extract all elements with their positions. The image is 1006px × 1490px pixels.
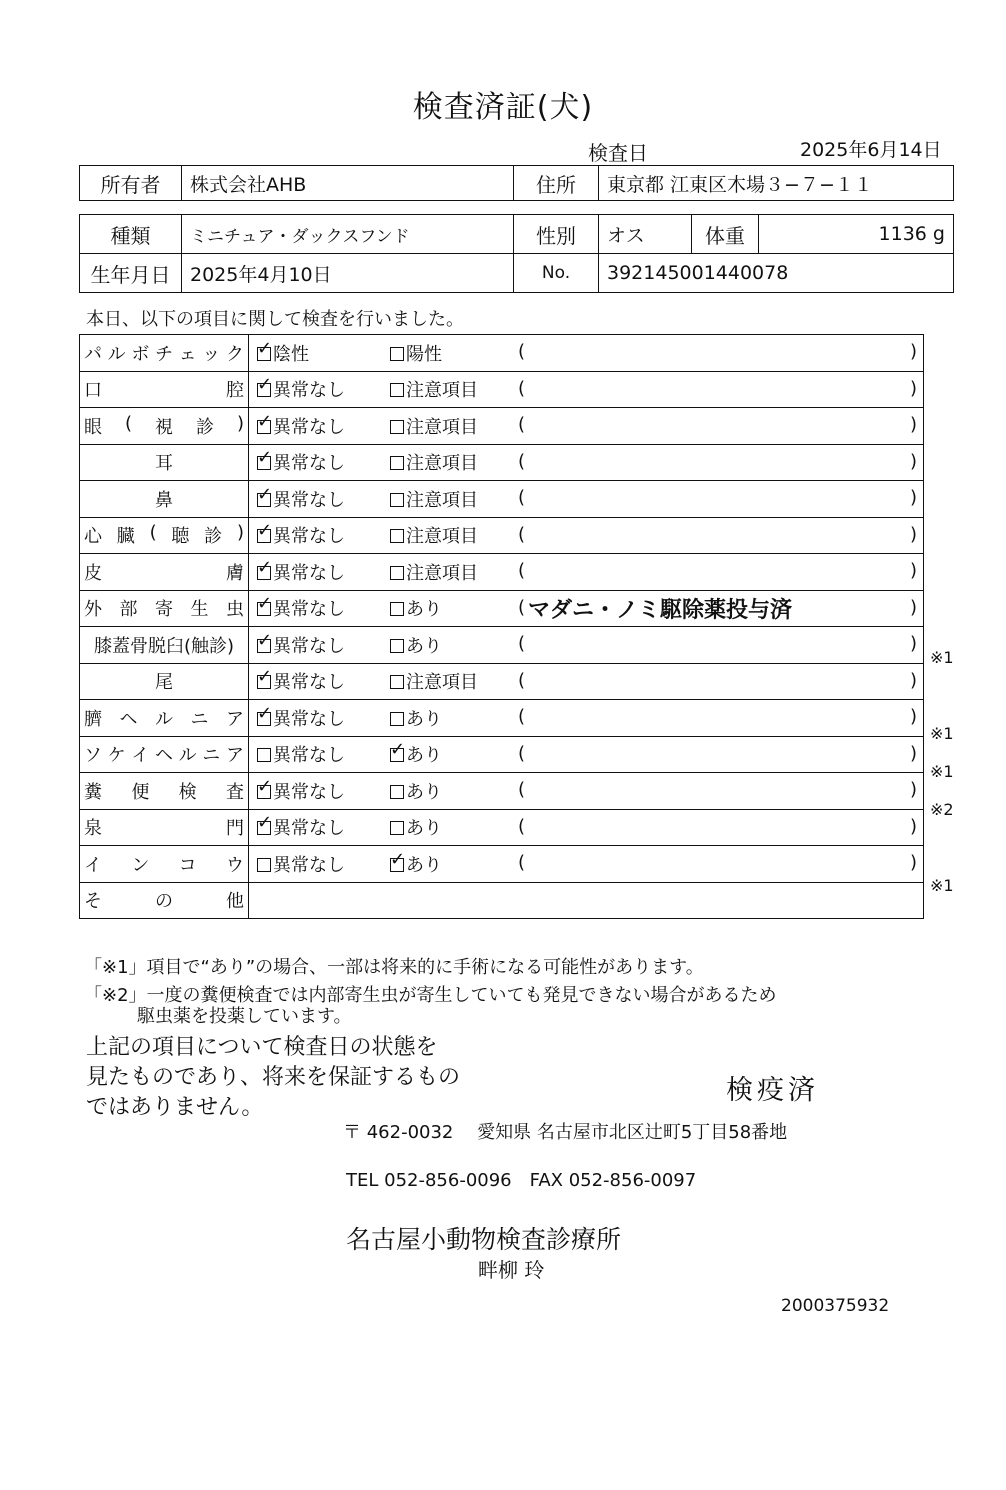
paren-close: ) xyxy=(909,523,917,545)
checkbox-icon xyxy=(390,848,406,872)
checkmark-icon: ✓ xyxy=(257,483,273,505)
option-abnormal xyxy=(386,444,514,481)
item-name xyxy=(80,773,249,810)
no-value: 392145001440078 xyxy=(599,254,954,293)
inspection-row xyxy=(80,371,924,408)
paren-close: ) xyxy=(909,341,917,362)
item-name-char: 診 xyxy=(204,526,223,548)
clinic-phone-fax: TEL 052-856-0096 FAX 052-856-0097 xyxy=(346,1170,697,1191)
item-name-char: ボ xyxy=(131,343,150,365)
reference-mark: ※1 xyxy=(930,876,954,896)
footnote-1: 「※1」項目で“あり”の場合、一部は将来的に手術になる可能性があります。 xyxy=(84,957,704,978)
option-label: 陽性 xyxy=(406,343,442,365)
paren-open: ( xyxy=(518,706,526,727)
paren-open: ( xyxy=(518,852,526,873)
paren-open: ( xyxy=(518,815,526,837)
option-normal xyxy=(249,663,387,700)
item-name-char: 査 xyxy=(225,781,244,803)
option-label: あり xyxy=(406,781,442,803)
inspection-row xyxy=(80,700,924,737)
item-name xyxy=(80,408,249,445)
checkbox-icon xyxy=(257,775,273,799)
paren-close: ) xyxy=(909,633,917,654)
address-label: 住所 xyxy=(514,166,599,201)
item-note xyxy=(514,408,924,445)
option-abnormal xyxy=(386,554,514,591)
item-name-char: パ xyxy=(84,343,102,365)
item-name-char: ニ xyxy=(190,708,209,730)
checkmark-icon: ✓ xyxy=(257,812,273,834)
checkbox-icon xyxy=(390,347,404,361)
item-note xyxy=(514,773,924,810)
item-name-char: 便 xyxy=(131,781,150,803)
animal-table xyxy=(79,214,954,293)
disclaimer-line: ではありません。 xyxy=(86,1095,264,1120)
item-name xyxy=(80,663,249,700)
option-abnormal xyxy=(386,773,514,810)
paren-open: ( xyxy=(518,596,526,618)
checkbox-icon xyxy=(257,374,273,397)
checkbox-icon xyxy=(390,602,404,616)
intro-text: 本日、以下の項目に関して検査を行いました。 xyxy=(86,309,464,330)
checkmark-icon: ✓ xyxy=(390,848,406,870)
inspection-row xyxy=(80,590,924,627)
option-label: 注意項目 xyxy=(406,562,478,584)
option-abnormal xyxy=(386,517,514,554)
item-name-char: 腔 xyxy=(226,380,244,402)
checkbox-icon xyxy=(257,666,273,689)
checkbox-icon xyxy=(257,337,273,361)
item-note xyxy=(514,554,924,591)
paren-open: ( xyxy=(518,779,526,800)
disclaimer-line: 上記の項目について検査日の状態を xyxy=(86,1035,438,1060)
reference-mark: ※1 xyxy=(930,724,954,743)
paren-open: ( xyxy=(518,487,526,508)
option-label: 異常なし xyxy=(273,781,345,803)
checkbox-icon xyxy=(390,456,404,470)
item-name-char: 検 xyxy=(178,781,197,803)
option-label: 注意項目 xyxy=(406,416,478,438)
item-name-text xyxy=(84,413,244,439)
inspection-row xyxy=(80,517,924,554)
reference-mark: ※1 xyxy=(930,762,954,782)
paren-close: ) xyxy=(909,487,917,508)
item-name-char: ケ xyxy=(107,745,126,767)
quarantine-stamp: 検疫済 xyxy=(726,1075,819,1106)
checkbox-icon xyxy=(257,483,273,507)
item-name-char: ) xyxy=(236,522,244,544)
option-normal xyxy=(249,408,387,445)
checkbox-icon xyxy=(390,566,404,580)
option-label: 注意項目 xyxy=(406,672,478,694)
item-name-char: コ xyxy=(178,854,197,876)
item-name-char: ル xyxy=(107,343,126,365)
option-label: 異常なし xyxy=(273,526,345,548)
paren-open: ( xyxy=(518,450,526,472)
inspection-row xyxy=(80,882,924,919)
option-label: あり xyxy=(406,599,442,621)
paren-close: ) xyxy=(909,414,917,435)
document-title: 検査済証(犬) xyxy=(412,90,594,125)
checkbox-icon xyxy=(257,593,273,616)
paren-close: ) xyxy=(909,742,917,764)
option-abnormal xyxy=(386,663,514,700)
item-name-char: ニ xyxy=(202,745,221,767)
disclaimer-line: 見たものであり、将来を保証するもの xyxy=(86,1065,461,1090)
item-name-text xyxy=(84,559,244,585)
item-name-text xyxy=(84,522,244,548)
item-name xyxy=(80,627,249,664)
checkbox-icon xyxy=(257,447,273,470)
item-name xyxy=(80,809,249,846)
option-normal xyxy=(249,517,387,554)
item-name-char: 他 xyxy=(226,891,244,913)
option-abnormal xyxy=(386,590,514,627)
item-name-text xyxy=(84,814,244,840)
option-label: あり xyxy=(406,708,442,730)
item-name-char: 臍 xyxy=(84,708,102,730)
item-name-char: ル xyxy=(178,745,197,767)
paren-close: ) xyxy=(909,669,917,691)
paren-close: ) xyxy=(909,779,917,800)
item-name-char: 糞 xyxy=(84,781,102,803)
item-note xyxy=(514,736,924,773)
item-name-char: 部 xyxy=(119,599,138,621)
item-name-char: の xyxy=(155,891,173,913)
item-name-char: 虫 xyxy=(226,599,244,621)
option-label: あり xyxy=(406,818,442,840)
item-name-text xyxy=(84,741,244,767)
item-name-char: 臓 xyxy=(116,526,135,548)
option-normal xyxy=(249,554,387,591)
checkbox-icon xyxy=(390,785,404,799)
option-normal xyxy=(249,590,387,627)
option-label: 陰性 xyxy=(273,343,309,365)
item-name-text: 鼻 xyxy=(155,489,173,511)
reference-mark: ※1 xyxy=(930,647,954,667)
option-normal xyxy=(249,700,387,737)
item-name xyxy=(80,335,249,372)
item-name-text xyxy=(84,595,244,621)
option-normal xyxy=(249,809,387,846)
item-name-text xyxy=(84,851,244,877)
option-normal xyxy=(249,736,387,773)
item-name-char: 泉 xyxy=(84,818,102,840)
item-name-text xyxy=(84,376,244,402)
item-note xyxy=(514,335,924,372)
owner-table xyxy=(79,165,954,201)
dob-label: 生年月日 xyxy=(80,254,182,293)
option-abnormal xyxy=(386,736,514,773)
option-normal xyxy=(249,627,387,664)
option-label: 異常なし xyxy=(273,380,345,402)
option-label: 異常なし xyxy=(273,854,345,876)
option-abnormal xyxy=(386,846,514,883)
option-abnormal xyxy=(386,700,514,737)
checkmark-icon: ✓ xyxy=(257,374,273,396)
note-text: マダニ・ノミ駆除薬投与済 xyxy=(528,597,793,623)
option-abnormal xyxy=(386,408,514,445)
item-name-char: ェ xyxy=(178,343,197,365)
option-abnormal xyxy=(386,481,514,518)
item-name-char: ヘ xyxy=(119,708,138,730)
checkbox-icon xyxy=(257,410,273,434)
item-name xyxy=(80,444,249,481)
item-note xyxy=(514,700,924,737)
checkmark-icon: ✓ xyxy=(257,666,273,688)
reference-mark: ※2 xyxy=(930,800,954,820)
inspection-row xyxy=(80,663,924,700)
checkbox-icon xyxy=(257,520,273,543)
checkbox-icon xyxy=(257,702,273,726)
option-label: あり xyxy=(406,854,442,876)
item-name-char: 皮 xyxy=(84,562,102,584)
item-name-char: 心 xyxy=(84,526,102,548)
checkbox-icon xyxy=(390,639,404,653)
paren-close: ) xyxy=(909,852,917,873)
option-label: 異常なし xyxy=(273,818,345,840)
inspection-row xyxy=(80,846,924,883)
option-normal xyxy=(249,444,387,481)
item-note xyxy=(514,371,924,408)
item-name xyxy=(80,371,249,408)
item-name-char: ) xyxy=(236,412,244,434)
item-name xyxy=(80,736,249,773)
option-normal xyxy=(249,335,387,372)
option-normal xyxy=(249,371,387,408)
address-value: 東京都 江東区木場３−７−１１ xyxy=(599,166,954,201)
item-note xyxy=(514,846,924,883)
inspection-row xyxy=(80,335,924,372)
option-abnormal xyxy=(386,335,514,372)
option-label: 異常なし xyxy=(273,672,345,694)
paren-open: ( xyxy=(518,669,526,691)
inspection-row xyxy=(80,408,924,445)
item-name-char: 視 xyxy=(155,416,173,438)
checkmark-icon: ✓ xyxy=(257,593,273,615)
disclaimer xyxy=(86,1033,460,1123)
checkbox-icon xyxy=(257,812,273,835)
checkbox-icon xyxy=(390,383,404,397)
other-notes xyxy=(249,882,924,919)
paren-open: ( xyxy=(518,523,526,545)
footnote-2: 「※2」一度の糞便検査では内部寄生虫が寄生していても発見できない場合があるため xyxy=(84,985,777,1006)
option-label: 異常なし xyxy=(273,708,345,730)
checkbox-icon xyxy=(257,858,271,872)
item-name-char: そ xyxy=(84,891,102,913)
option-label: あり xyxy=(406,635,442,657)
item-name-char: イ xyxy=(131,745,150,767)
paren-close: ) xyxy=(909,450,917,472)
item-note xyxy=(514,481,924,518)
option-label: 注意項目 xyxy=(406,526,478,548)
checkbox-icon xyxy=(257,556,273,580)
item-note xyxy=(514,627,924,664)
dob-value: 2025年4月10日 xyxy=(182,254,514,293)
item-name xyxy=(80,554,249,591)
item-note xyxy=(514,809,924,846)
item-name-char: ル xyxy=(155,708,173,730)
inspection-row xyxy=(80,444,924,481)
item-name xyxy=(80,517,249,554)
clinic-address: 〒 462-0032 愛知県 名古屋市北区辻町5丁目58番地 xyxy=(343,1122,788,1143)
item-name-char: 眼 xyxy=(84,416,102,438)
breed-label: 種類 xyxy=(80,215,182,254)
paren-open: ( xyxy=(518,742,526,764)
inspection-date: 2025年6月14日 xyxy=(800,139,942,161)
item-name-char: チ xyxy=(154,343,173,365)
checkmark-icon: ✓ xyxy=(257,337,273,359)
item-name xyxy=(80,882,249,919)
item-name-text xyxy=(84,887,244,913)
paren-close: ) xyxy=(909,596,917,618)
owner-value: 株式会社AHB xyxy=(182,166,514,201)
option-label: 異常なし xyxy=(273,562,345,584)
option-label: 注意項目 xyxy=(406,380,478,402)
option-label: 注意項目 xyxy=(406,489,478,511)
item-note xyxy=(514,663,924,700)
item-name-char: 寄 xyxy=(155,599,173,621)
option-label: 異常なし xyxy=(273,453,345,475)
inspection-row xyxy=(80,736,924,773)
paren-open: ( xyxy=(518,560,526,581)
item-name-char: ア xyxy=(225,745,244,767)
no-label: No. xyxy=(514,254,599,293)
item-name-char: ソ xyxy=(84,745,102,767)
paren-close: ) xyxy=(909,815,917,837)
item-name-text xyxy=(84,340,244,366)
sex-label: 性別 xyxy=(514,215,599,254)
inspection-row xyxy=(80,627,924,664)
checkmark-icon: ✓ xyxy=(257,629,273,651)
option-label: 注意項目 xyxy=(406,453,478,475)
option-label: 異常なし xyxy=(273,635,345,657)
clinic-name: 名古屋小動物検査診療所 xyxy=(346,1225,622,1254)
sex-value: オス xyxy=(599,215,692,254)
item-name xyxy=(80,846,249,883)
item-note xyxy=(514,590,924,627)
paren-open: ( xyxy=(518,414,526,435)
checkbox-icon xyxy=(390,529,404,543)
option-label: 異常なし xyxy=(273,416,345,438)
inspection-row xyxy=(80,481,924,518)
checkmark-icon: ✓ xyxy=(390,739,406,761)
breed-value: ミニチュア・ダックスフンド xyxy=(182,215,514,254)
checkmark-icon: ✓ xyxy=(257,447,273,469)
item-name-char: 門 xyxy=(226,818,244,840)
inspection-row xyxy=(80,809,924,846)
inspection-row xyxy=(80,554,924,591)
option-abnormal xyxy=(386,627,514,664)
checkbox-icon xyxy=(390,712,404,726)
item-note xyxy=(514,444,924,481)
item-name-text: 膝蓋骨脱臼(触診) xyxy=(93,635,235,657)
checkmark-icon: ✓ xyxy=(257,520,273,542)
item-name xyxy=(80,700,249,737)
option-normal xyxy=(249,846,387,883)
inspection-date-label: 検査日 xyxy=(588,141,648,165)
option-label: 異常なし xyxy=(273,489,345,511)
checkbox-icon xyxy=(257,748,271,762)
item-name-char: ヘ xyxy=(154,745,173,767)
item-name-char: ア xyxy=(226,708,244,730)
inspection-row xyxy=(80,773,924,810)
checkbox-icon xyxy=(257,629,273,653)
checkbox-icon xyxy=(390,420,404,434)
inspection-items-table xyxy=(79,334,924,919)
item-name-char: 外 xyxy=(84,599,102,621)
option-label: 異常なし xyxy=(273,745,345,767)
option-normal xyxy=(249,481,387,518)
item-name-char: 聴 xyxy=(171,526,190,548)
checkbox-icon xyxy=(390,821,404,835)
item-name-char: 診 xyxy=(195,416,214,438)
item-name-char: ウ xyxy=(225,854,244,876)
serial-number: 2000375932 xyxy=(781,1296,890,1316)
checkmark-icon: ✓ xyxy=(257,775,273,797)
item-name xyxy=(80,481,249,518)
owner-label: 所有者 xyxy=(80,166,182,201)
doctor-name: 畔柳 玲 xyxy=(478,1258,545,1282)
paren-close: ) xyxy=(909,377,917,399)
item-name-char: ( xyxy=(124,412,133,434)
paren-open: ( xyxy=(518,377,526,399)
checkbox-icon xyxy=(390,739,406,762)
checkmark-icon: ✓ xyxy=(257,410,273,432)
checkmark-icon: ✓ xyxy=(257,702,273,724)
footnote-2-cont: 駆虫薬を投薬しています。 xyxy=(137,1006,352,1027)
checkmark-icon: ✓ xyxy=(257,556,273,578)
item-name-char: イ xyxy=(84,854,102,876)
item-name-char: 膚 xyxy=(226,562,244,584)
paren-open: ( xyxy=(518,341,526,362)
item-name-char: ッ xyxy=(202,343,221,365)
item-name-text xyxy=(84,705,244,731)
option-label: 異常なし xyxy=(273,599,345,621)
option-label: あり xyxy=(406,745,442,767)
item-name xyxy=(80,590,249,627)
option-abnormal xyxy=(386,809,514,846)
paren-close: ) xyxy=(909,706,917,727)
weight-value: 1136 g xyxy=(759,215,954,254)
weight-label: 体重 xyxy=(692,215,759,254)
paren-close: ) xyxy=(909,560,917,581)
item-name-char: 生 xyxy=(190,599,209,621)
checkbox-icon xyxy=(390,493,404,507)
option-abnormal xyxy=(386,371,514,408)
checkbox-icon xyxy=(390,675,404,689)
item-name-char: ( xyxy=(149,522,157,544)
item-name-char: ン xyxy=(131,854,150,876)
item-name-text: 耳 xyxy=(155,453,173,475)
item-name-text: 尾 xyxy=(155,672,173,694)
paren-open: ( xyxy=(518,633,526,654)
item-note xyxy=(514,517,924,554)
item-name-char: ク xyxy=(225,343,244,365)
item-name-char: 口 xyxy=(84,380,102,402)
option-normal xyxy=(249,773,387,810)
item-name-text xyxy=(84,778,244,804)
